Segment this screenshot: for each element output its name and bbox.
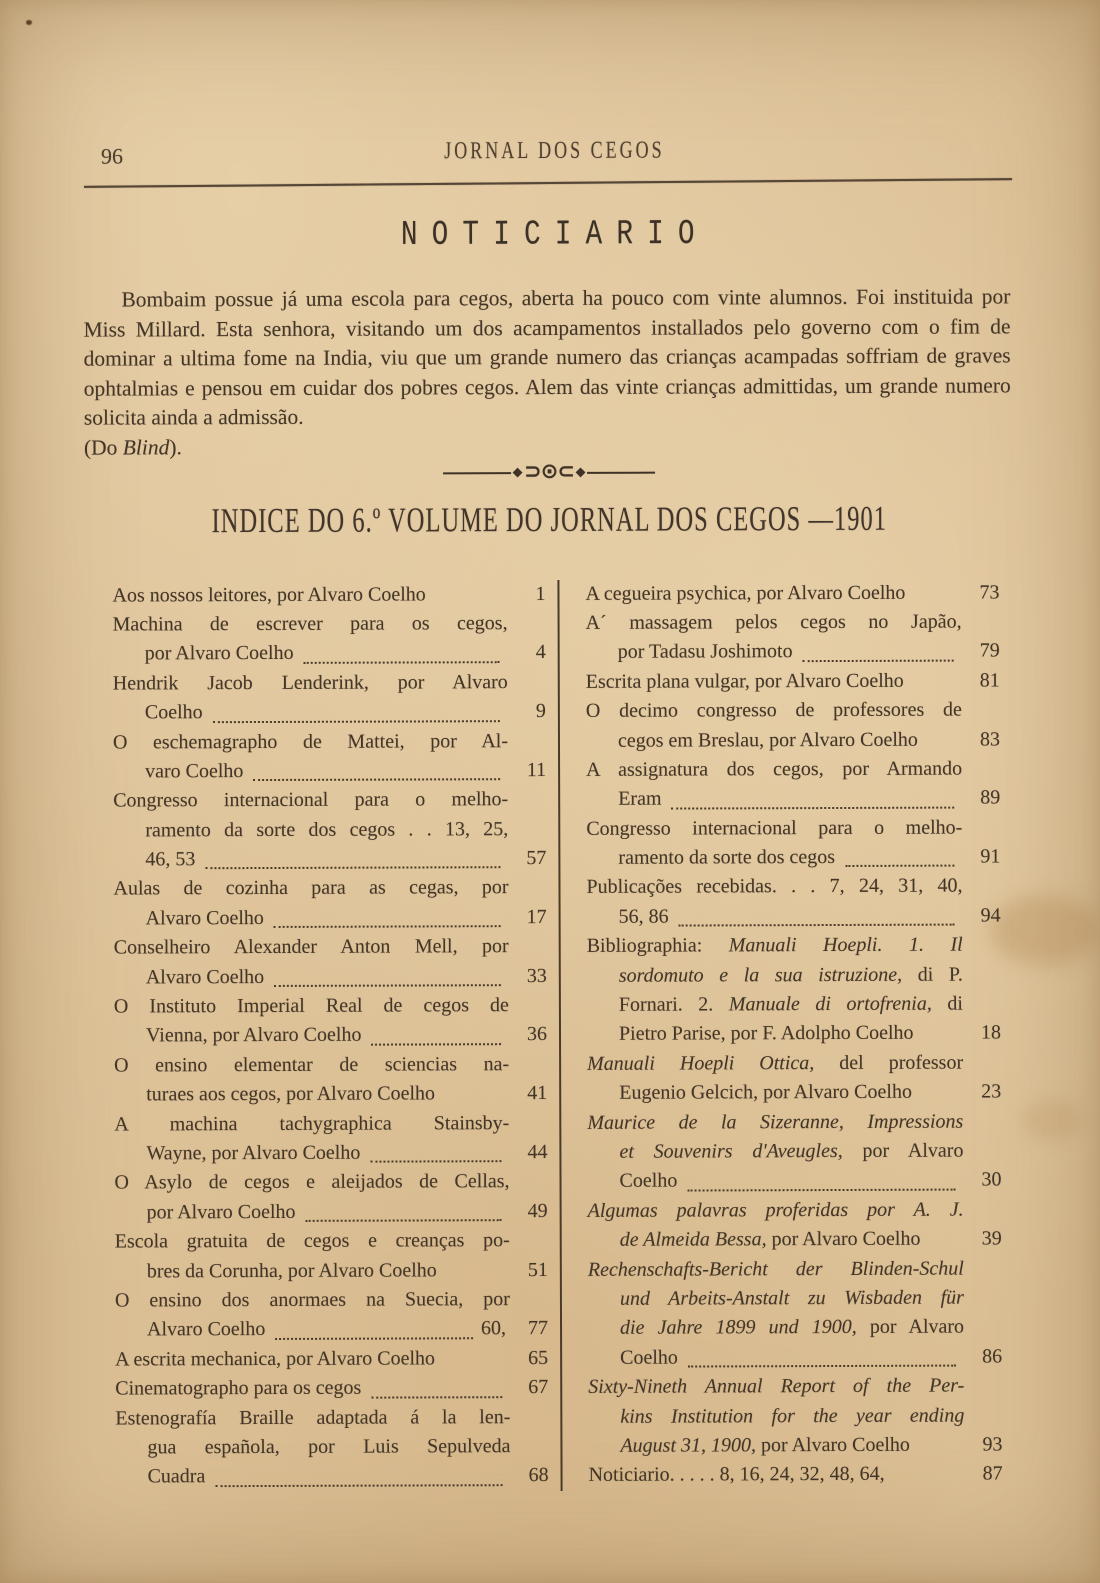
index-line: et Souvenirs d'Aveugles, por Alvaro [619, 1139, 964, 1163]
page-ref: 57 [526, 847, 547, 870]
leader-dots [803, 637, 954, 662]
leader-dots [679, 901, 955, 926]
page-ref: 23 [981, 1080, 1002, 1103]
index-line: de Almeida Bessa, por Alvaro Coelho 39 [588, 1225, 1002, 1256]
index-line: por Tadasu Joshimoto 79 [586, 637, 1000, 668]
index-line: Conselheiro Alexander Anton Mell, por [113, 935, 509, 959]
page-ref: 77 [527, 1317, 549, 1340]
index-line: Wayne, por Alvaro Coelho 44 [114, 1138, 547, 1169]
index-line: Publicações recebidas. . . 7, 24, 31, 40, [586, 875, 963, 899]
index-title: INDICE DO 6.º VOLUME DO JORNAL DOS CEGOS —1901 [211, 500, 887, 541]
index-line: Manuali Hoepli Ottica, del professor [587, 1051, 964, 1075]
leader-dots [213, 697, 500, 722]
index-line: ramento da sorte dos cegos 91 [586, 843, 1000, 874]
index-line: Aos nossos leitores, por Alvaro Coelho 1 [112, 580, 545, 611]
page-ref: 73 [979, 580, 1000, 604]
page-ref: 18 [980, 1021, 1002, 1044]
index-line: Congresso internacional para o melho- [113, 788, 509, 812]
index-line: Alvaro Coelho 33 [114, 962, 547, 993]
page-ref: 65 [528, 1346, 549, 1369]
running-header [100, 135, 1008, 171]
header-rule [84, 178, 1012, 188]
index-line: gua española, por Luis Sepulveda [147, 1435, 511, 1459]
page-ref: 49 [527, 1199, 548, 1222]
leader-dots [205, 844, 500, 869]
index-line: 46, 53 57 [113, 844, 546, 875]
page-ref: 33 [526, 964, 547, 987]
index-line: O Asylo de cegos e aleijados de Cellas, [114, 1170, 510, 1194]
page-ref: 30 [981, 1168, 1002, 1191]
leader-dots [305, 1197, 501, 1222]
page-ref: 94 [980, 904, 1001, 927]
index-line: Congresso internacional para o melho- [586, 816, 963, 840]
index-line: Estenografía Braille adaptada á la len- [115, 1405, 511, 1430]
journal-title-wrap [101, 135, 1008, 164]
index-line: Pietro Parise, por F. Adolpho Coelho 18 [587, 1019, 1001, 1050]
index-line: und Arbeits-Anstalt zu Wisbaden für [619, 1286, 964, 1310]
index-line: Noticiario. . . . . 8, 16, 24, 32, 48, 64, 87 [588, 1460, 1002, 1491]
index-line: Fornari. 2. Manuale di ortofrenia, di [618, 992, 963, 1016]
index [112, 578, 1002, 1492]
index-line: Alvaro Coelho 17 [114, 903, 547, 934]
index-line: Sixty-Nineth Annual Report of the Per- [588, 1374, 965, 1398]
index-line: O decimo congresso de professores de [585, 698, 962, 722]
page-ref: 79 [979, 639, 1000, 662]
index-line: Hendrik Jacob Lenderink, por Alvaro [112, 670, 508, 695]
page-ref: 86 [982, 1345, 1003, 1368]
index-line: A machina tachygraphica Stainsby- [114, 1111, 510, 1136]
index-line: ramento da sorte dos cegos . . 13, 25, [145, 817, 509, 842]
index-line: A´ massagem pelos cegos no Japão, [585, 610, 962, 634]
page-ref: 44 [527, 1140, 548, 1164]
page-ref: 51 [527, 1258, 548, 1281]
index-line: Bibliographia: Manuali Hoepli. 1. Il [586, 933, 963, 958]
paragraph-attribution: (Do Blind). [83, 435, 182, 460]
index-line: por Alvaro Coelho 49 [115, 1197, 548, 1228]
paragraph [83, 282, 1011, 433]
section-title: NOTICIARIO [401, 214, 710, 255]
index-line: Aulas de cozinha para as cegas, por [113, 876, 509, 900]
index-line: Coelho 9 [113, 697, 546, 728]
index-column-right [559, 578, 1002, 1491]
page-ref: 11 [526, 758, 547, 781]
paragraph-body: Bombaim possue já uma escola para cegos, aberta ha pouco com vinte alumnos. Foi instituida por Miss Millard. Esta senhora, visitando um dos acampamentos installados pelo governo com o fim de dominar a ultima fome na India, viu que um grande numero das crianças acampadas soffriam de graves ophtalmias e pensou em cuidar dos pobres cegos. Alem das vinte crianças admittidas, um grande numero solicita ainda a admissão. [83, 284, 1011, 431]
index-column-left [112, 580, 562, 1493]
index-line: Coelho 86 [588, 1342, 1002, 1373]
index-line: Escola gratuita de cegos e creanças po- [114, 1229, 510, 1253]
index-line: Eugenio Gelcich, por Alvaro Coelho 23 [587, 1078, 1001, 1109]
index-line: 56, 86 94 [587, 901, 1001, 932]
leader-dots [215, 1461, 502, 1486]
index-line: O ensino dos anormaes na Suecia, por [114, 1288, 510, 1312]
index-line: varo Coelho 11 [113, 756, 546, 787]
leader-dots [304, 639, 500, 664]
page-ref: 36 [526, 1023, 548, 1046]
page-ref: 68 [528, 1464, 549, 1487]
divider-line [587, 471, 655, 473]
page-ref: 87 [982, 1462, 1003, 1485]
index-line: O Instituto Imperial Real de cegos de [113, 994, 509, 1018]
journal-title: JORNAL DOS CEGOS [444, 135, 665, 164]
leader-dots [274, 962, 501, 987]
leader-dots [253, 756, 500, 781]
index-line: Eram 89 [586, 784, 1000, 815]
leader-dots [671, 784, 954, 809]
divider-line [443, 472, 511, 474]
index-line: Cuadra 68 [116, 1461, 549, 1492]
index-line: por Alvaro Coelho 4 [113, 638, 546, 669]
diamond-icon [513, 468, 523, 478]
index-line: Coelho 30 [587, 1166, 1001, 1197]
page-ref: 1 [535, 582, 546, 605]
index-line: Cinematographo para os cegos 67 [115, 1373, 548, 1404]
page-ref: 91 [980, 845, 1001, 868]
index-line: Vienna, por Alvaro Coelho 36 [114, 1020, 547, 1051]
index-line: O eschemagrapho de Mattei, por Al- [112, 729, 509, 754]
leader-dots [687, 1166, 955, 1191]
page-ref: 67 [528, 1376, 549, 1399]
center-motif-icon: ⊃⊙⊂ [524, 458, 574, 484]
leader-dots [688, 1342, 956, 1367]
leader-dots [275, 1315, 473, 1340]
page-ref: 39 [981, 1227, 1002, 1250]
diamond-icon [575, 468, 585, 478]
index-line: Algumas palavras proferidas por A. J. [587, 1198, 964, 1222]
leader-dots [371, 1021, 501, 1046]
index-line: A cegueira psychica, por Alvaro Coelho 73 [585, 578, 999, 609]
page-ref: 9 [535, 700, 546, 723]
index-line: cegos em Breslau, por Alvaro Coelho 83 [586, 725, 1000, 756]
index-line: Machina de escrever para os cegos, [112, 612, 508, 636]
index-line: Maurice de la Sizeranne, Impressions [587, 1110, 964, 1134]
page-ref: 4 [535, 641, 546, 664]
index-line: die Jahre 1899 und 1900, por Alvaro [619, 1315, 965, 1340]
index-line: O ensino elementar de sciencias na- [114, 1052, 510, 1077]
leader-dots [370, 1138, 501, 1163]
index-line: August 31, 1900, por Alvaro Coelho 93 [588, 1430, 1002, 1461]
page-ref: 41 [527, 1082, 548, 1105]
index-line: A escrita mechanica, por Alvaro Coelho 65 [115, 1344, 548, 1375]
index-line: Alvaro Coelho 60, 77 [115, 1314, 548, 1345]
index-line: turaes aos cegos, por Alvaro Coelho 41 [114, 1079, 547, 1110]
index-line: kins Institution for the year ending [620, 1404, 965, 1428]
leader-dots [371, 1373, 502, 1398]
page-ref: 89 [980, 786, 1001, 809]
index-line: Rechenschafts-Bericht der Blinden-Schul [587, 1257, 964, 1281]
index-title-wrap [0, 500, 1099, 554]
leader-dots [274, 903, 501, 928]
index-line: bres da Corunha, por Alvaro Coelho 51 [115, 1256, 548, 1287]
section-title-wrap [0, 216, 1098, 260]
page-ref: 81 [979, 669, 1000, 692]
page-number: 96 [100, 143, 123, 169]
leader-dots [845, 843, 954, 868]
page-ref: 17 [526, 905, 547, 928]
page-ref: 93 [982, 1433, 1003, 1456]
index-line: Escrita plana vulgar, por Alvaro Coelho 81 [586, 666, 1000, 697]
index-line: A assignatura dos cegos, por Armando [586, 757, 963, 781]
page-ref: 83 [979, 727, 1001, 751]
index-line: sordomuto e la sua istruzione, di P. [618, 963, 963, 987]
